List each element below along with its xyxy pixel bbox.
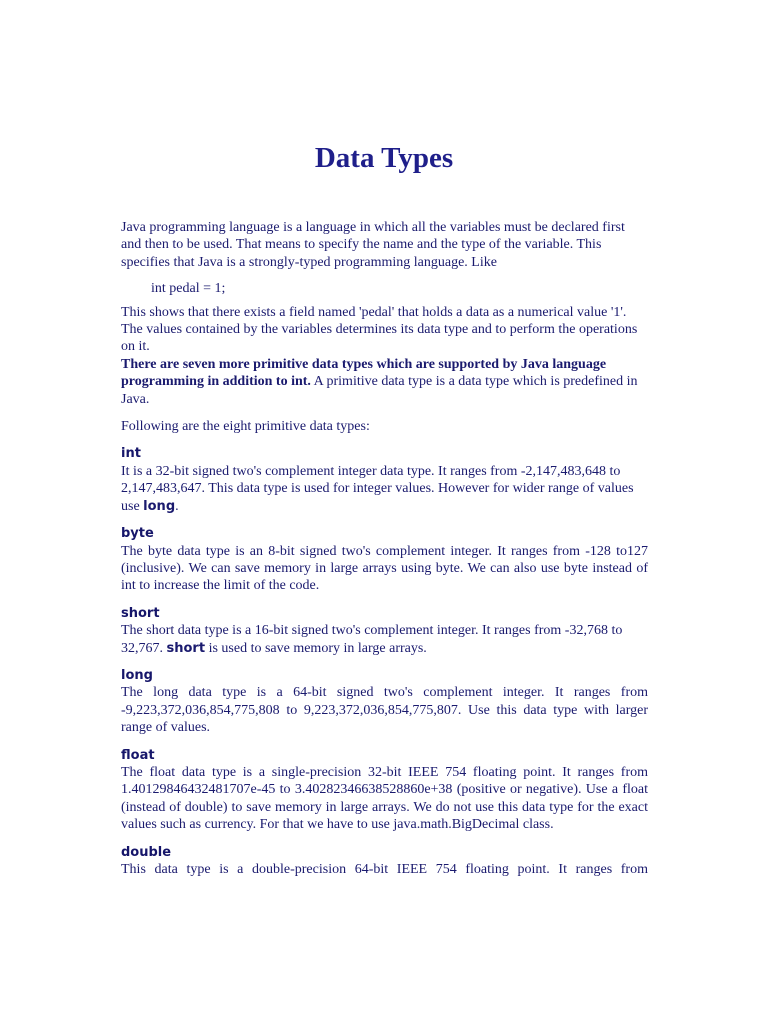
inline-bold-short: short	[166, 640, 206, 656]
explanation-paragraph: This shows that there exists a field named 'pedal' that holds a data as a numerical value '1'. The values contained by the variables determines its data type and to perform the operations on it.	[121, 304, 638, 355]
type-heading-short: short	[121, 605, 160, 621]
following-line: Following are the eight primitive data types:	[121, 419, 370, 435]
document-body	[121, 219, 648, 878]
type-desc-byte: The byte data type is an 8-bit signed two's complement integer. It ranges from -128 to127 (inclusive). We can save memory in large arrays using byte. We can also use byte instead of int to increase the limit of the code.	[121, 543, 648, 594]
code-example: int pedal = 1;	[151, 281, 226, 297]
bold-statement: There are seven more primitive data types which are supported by Java language programming in addition to int.	[121, 356, 607, 390]
type-heading-float: float	[121, 747, 155, 763]
type-desc-short: The short data type is a 16-bit signed two's complement integer. It ranges from -32,768 to 32,767. short is used to save memory in large arrays.	[121, 623, 623, 656]
type-desc-double: This data type is a double-precision 64-bit IEEE 754 floating point. It ranges from	[121, 862, 648, 877]
page-title: Data Types	[314, 142, 454, 174]
type-heading-double: double	[121, 844, 172, 860]
type-desc-int: It is a 32-bit signed two's complement integer data type. It ranges from -2,147,483,648 to 2,147,483,647. This data type is used for integer values. However for wider range of values use long.	[121, 463, 634, 514]
primitive-types-paragraph	[121, 356, 648, 408]
type-heading-long: long	[121, 667, 153, 683]
type-heading-byte: byte	[121, 526, 154, 542]
type-desc-long: The long data type is a 64-bit signed two's complement integer. It ranges from -9,223,372,036,854,775,808 to 9,223,372,036,854,775,807. Use this data type with larger range of values.	[121, 685, 648, 736]
definition-text: A primitive data type is a data type which is predefined in Java.	[121, 374, 638, 407]
type-heading-int: int	[121, 446, 141, 462]
inline-bold-long: long	[143, 498, 176, 514]
type-desc-float: The float data type is a single-precision 32-bit IEEE 754 floating point. It ranges from 1.40129846432481707e-45 to 3.40282346638528860e+38 (positive or negative). Use a float (instead of double) to save memory in large arrays. We do not use this data type for the exact values such as currency. For that we have to use java.math.BigDecimal class.	[121, 764, 648, 833]
intro-paragraph: Java programming language is a language in which all the variables must be declared first and then to be used. That means to specify the name and the type of the variable. This specifies that Java is a strongly-typed programming language. Like	[121, 220, 625, 270]
